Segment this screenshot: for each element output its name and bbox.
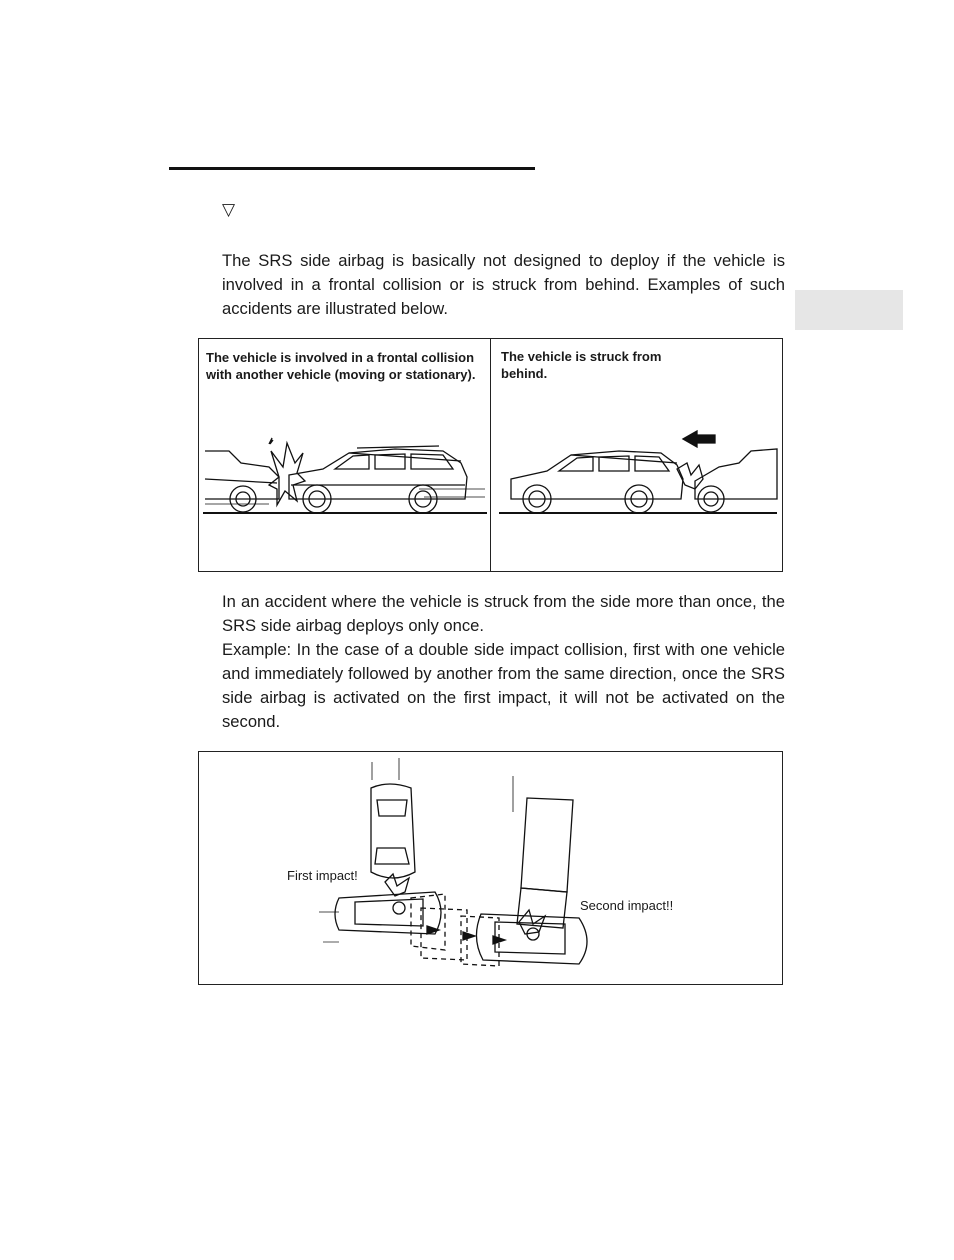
struck-wagon [511,451,683,499]
motion-arrow-2-icon [463,932,475,940]
rear-hitting-car [695,449,777,499]
section-heading-rule [169,167,535,170]
intro-paragraph: The SRS side airbag is basically not designed to deploy if the vehicle is involved in a frontal collision or is struck from behind. Examples of such accidents are illustrated below. [222,251,785,318]
first-striking-car [371,758,415,878]
motion-arrow-icon [683,431,715,447]
second-impact-star-icon [519,910,545,934]
triangle-bullet-icon: ▽ [222,200,236,220]
double-impact-figure [198,751,783,985]
second-impact-label: Second impact!! [580,898,674,913]
rear-collision-illustration [499,431,777,513]
side-impact-paragraph: In an accident where the vehicle is struck from the side more than once, the SRS side airbag deploys only once. [222,592,785,635]
frontal-collision-illustration [203,438,487,513]
frontal-collision-caption: The vehicle is involved in a frontal collision with another vehicle (moving or stationary). [206,350,476,382]
collision-illustrations [199,339,782,571]
impact-star-icon [269,443,305,505]
airbag-icon [393,902,405,914]
struck-car-position-1 [319,892,441,942]
collision-examples-figure [198,338,783,572]
ghost-car-positions [411,894,499,966]
rear-collision-caption: The vehicle is struck from behind. [501,349,662,381]
second-striking-truck [513,776,573,928]
first-impact-label: First impact! [287,868,358,883]
motion-arrow-1-icon [427,926,439,934]
rear-impact-star-icon [677,463,703,489]
example-paragraph: Example: In the case of a double side impact collision, first with one vehicle and immediately followed by another from the same direction, once the SRS side airbag is activated on the first impact, it will not be activated on the second. [222,640,785,731]
chapter-tab [795,290,903,330]
